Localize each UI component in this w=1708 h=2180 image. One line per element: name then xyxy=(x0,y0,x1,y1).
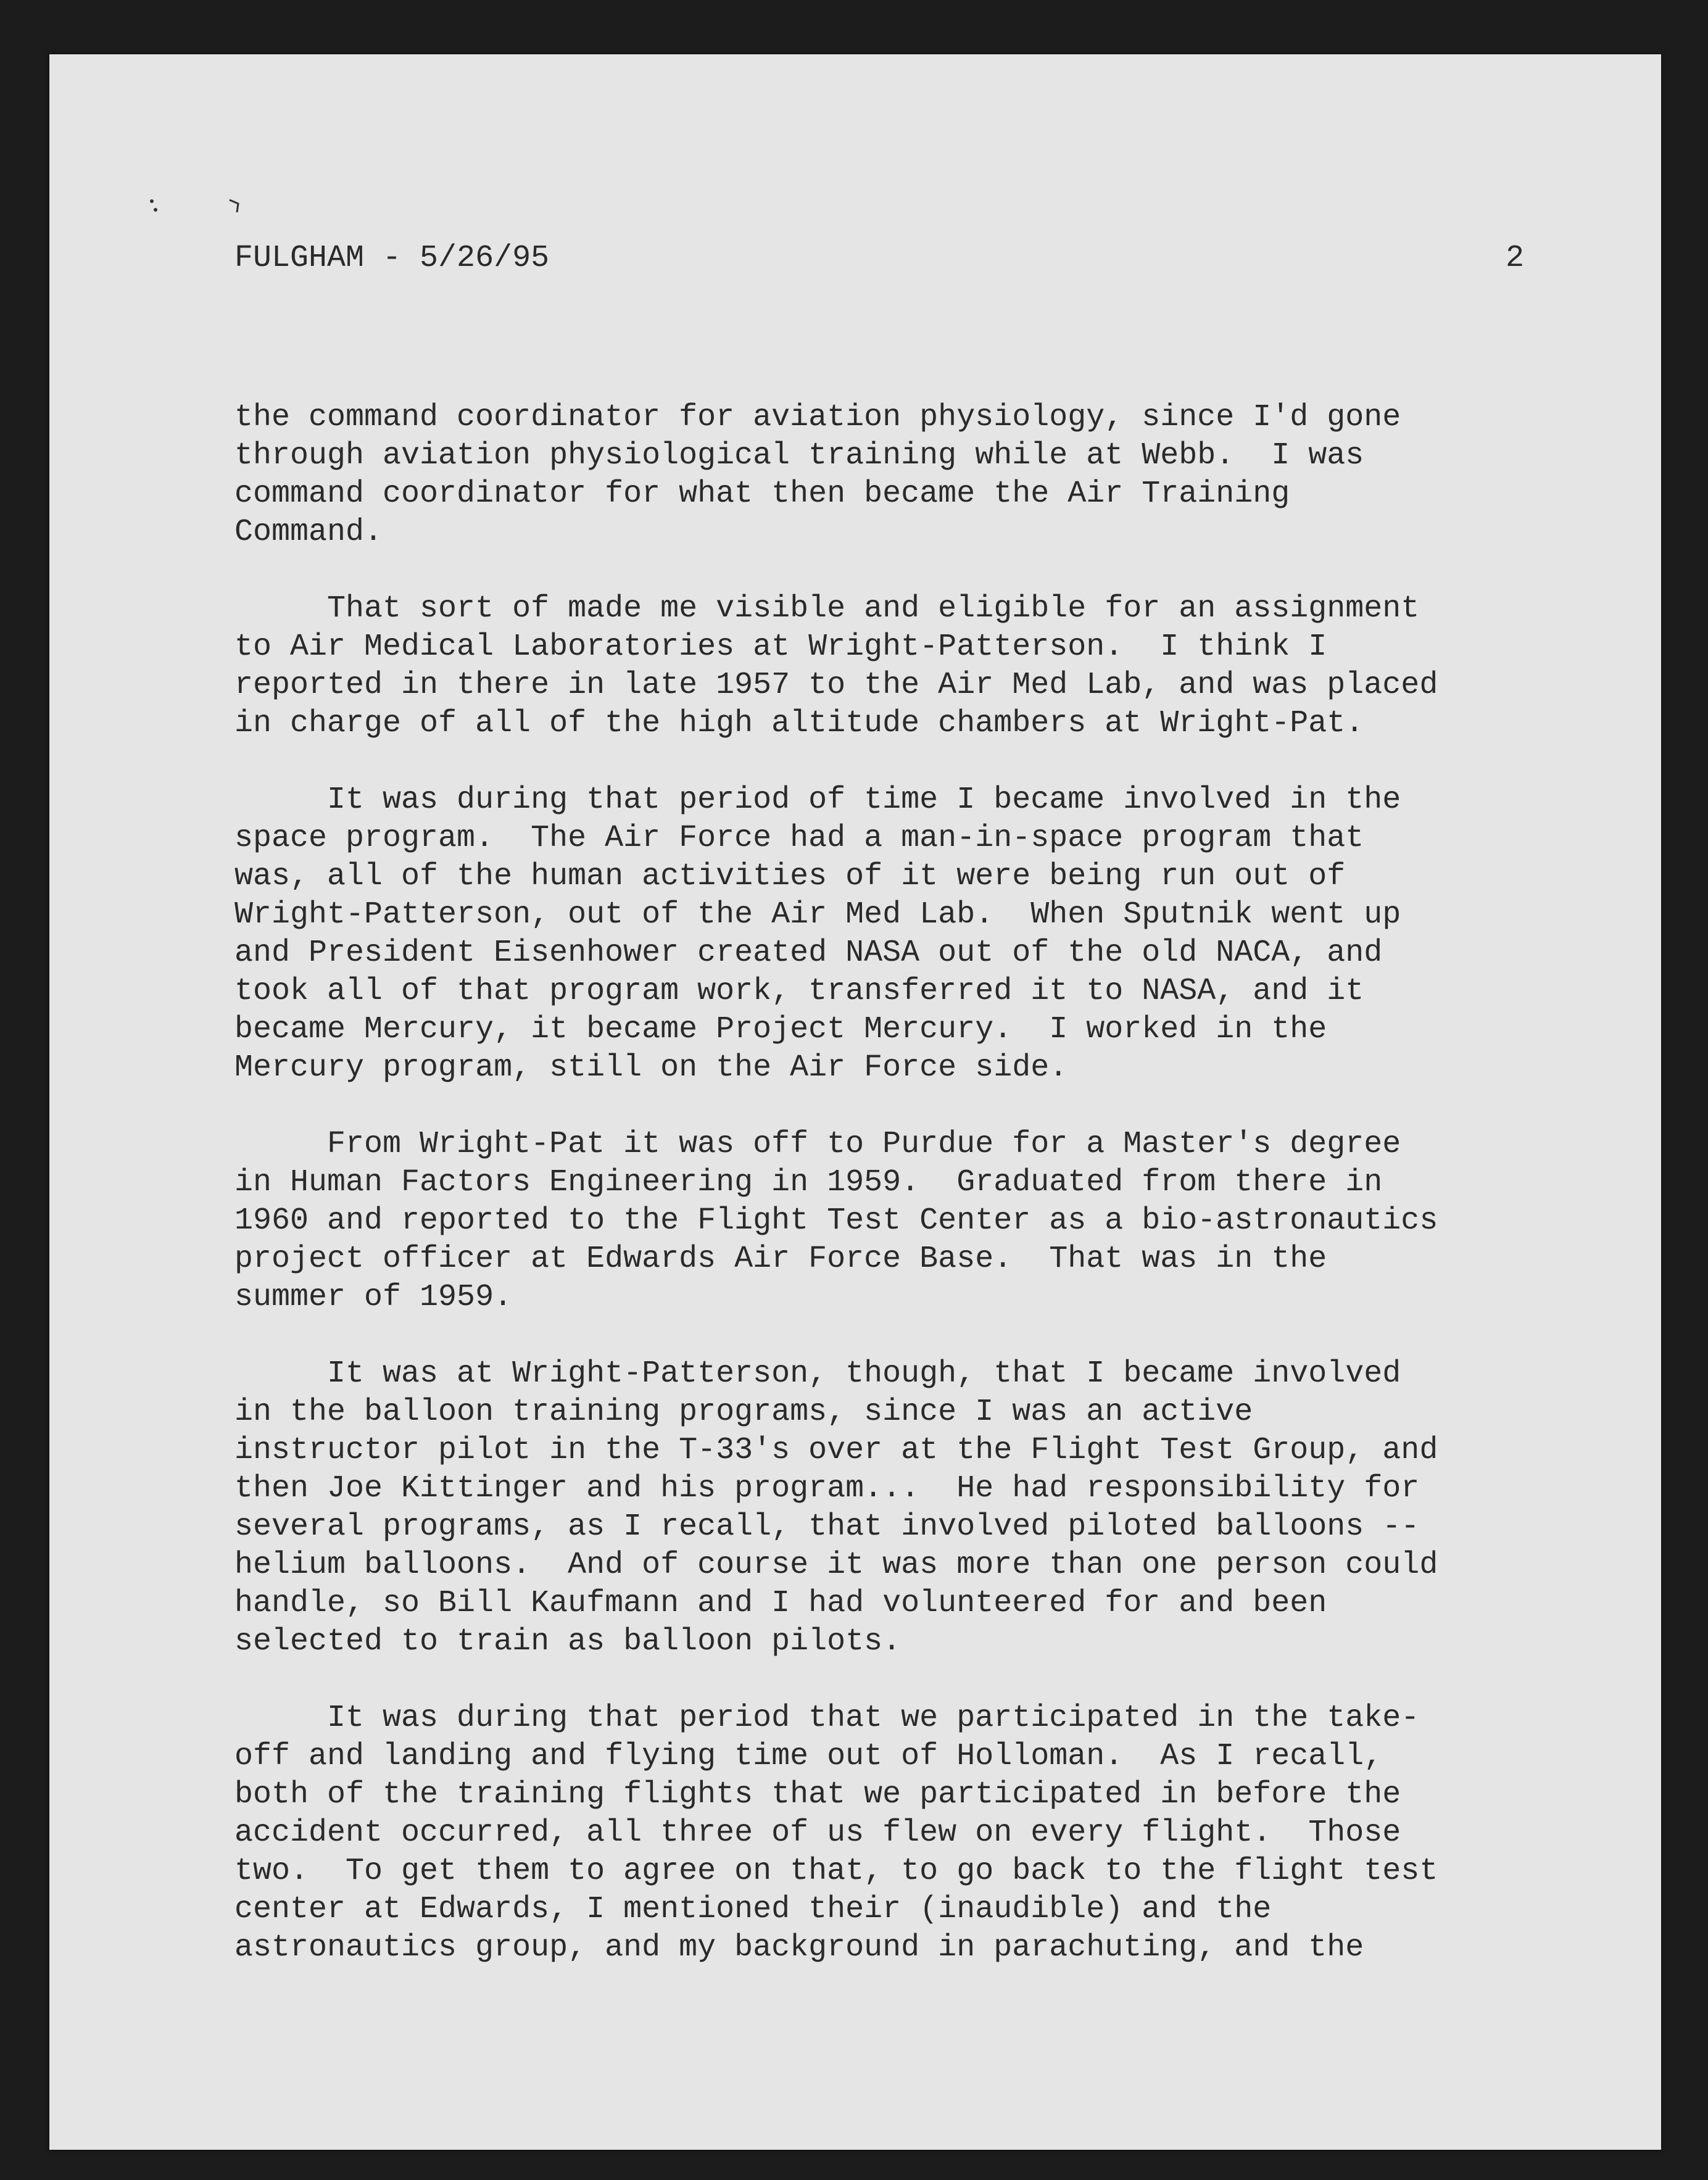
text-line: selected to train as balloon pilots. xyxy=(234,1624,902,1659)
text-line: project officer at Edwards Air Force Base. That was in the xyxy=(234,1241,1327,1277)
text-line: It was at Wright-Patterson, though, that I became involved xyxy=(234,1356,1401,1391)
running-title: FULGHAM - 5/26/95 xyxy=(234,241,550,276)
text-line: helium balloons. And of course it was more than one person could xyxy=(234,1548,1438,1583)
text-line: in Human Factors Engineering in 1959. Graduated from there in xyxy=(234,1165,1383,1200)
text-line: in charge of all of the high altitude chambers at Wright-Pat. xyxy=(234,706,1364,741)
paragraph xyxy=(234,399,1543,552)
text-line: in the balloon training programs, since I was an active xyxy=(234,1395,1253,1430)
body-text xyxy=(234,399,1543,2005)
page-specks xyxy=(148,196,272,221)
page-number: 2 xyxy=(1505,241,1524,276)
text-line: and President Eisenhower created NASA out of the old NACA, and xyxy=(234,935,1383,971)
text-line: 1960 and reported to the Flight Test Center as a bio-astronautics xyxy=(234,1203,1438,1238)
text-line: It was during that period that we participated in the take- xyxy=(234,1701,1420,1736)
page-header xyxy=(234,239,1524,278)
text-line: off and landing and flying time out of Holloman. As I recall, xyxy=(234,1739,1383,1774)
text-line: Wright-Patterson, out of the Air Med Lab. When Sputnik went up xyxy=(234,897,1401,932)
text-line: through aviation physiological training while at Webb. I was xyxy=(234,438,1364,473)
text-line: summer of 1959. xyxy=(234,1280,513,1315)
text-line: command coordinator for what then became the Air Training xyxy=(234,476,1290,512)
text-line: handle, so Bill Kaufmann and I had volunteered for and been xyxy=(234,1586,1327,1621)
text-line: astronautics group, and my background in parachuting, and the xyxy=(234,1930,1364,1965)
text-line: became Mercury, it became Project Mercury. I worked in the xyxy=(234,1012,1327,1047)
text-line: then Joe Kittinger and his program... He had responsibility for xyxy=(234,1471,1420,1506)
paragraph xyxy=(234,781,1543,1087)
text-line: Mercury program, still on the Air Force side. xyxy=(234,1050,1068,1085)
text-line: space program. The Air Force had a man-in-space program that xyxy=(234,821,1364,856)
text-line: It was during that period of time I became involved in the xyxy=(234,782,1401,818)
text-line: accident occurred, all three of us flew on every flight. Those xyxy=(234,1815,1401,1851)
paragraph xyxy=(234,1699,1543,1967)
text-line: was, all of the human activities of it were being run out of xyxy=(234,859,1346,894)
paragraph xyxy=(234,1355,1543,1661)
text-line: two. To get them to agree on that, to go back to the flight test xyxy=(234,1854,1438,1889)
text-line: both of the training flights that we participated in before the xyxy=(234,1777,1401,1812)
text-line: several programs, as I recall, that involved piloted balloons -- xyxy=(234,1509,1420,1544)
text-line: From Wright-Pat it was off to Purdue for a Master's degree xyxy=(234,1127,1401,1162)
text-line: reported in there in late 1957 to the Air Med Lab, and was placed xyxy=(234,668,1438,703)
text-line: took all of that program work, transferred it to NASA, and it xyxy=(234,974,1364,1009)
paragraph xyxy=(234,590,1543,743)
text-line: to Air Medical Laboratories at Wright-Patterson. I think I xyxy=(234,629,1327,665)
text-line: Command. xyxy=(234,515,383,550)
document-page xyxy=(49,54,1661,2150)
text-line: instructor pilot in the T-33's over at the Flight Test Group, and xyxy=(234,1433,1438,1468)
text-line: center at Edwards, I mentioned their (inaudible) and the xyxy=(234,1892,1272,1927)
text-line: the command coordinator for aviation physiology, since I'd gone xyxy=(234,400,1401,435)
text-line: That sort of made me visible and eligible for an assignment xyxy=(234,591,1420,626)
paragraph xyxy=(234,1125,1543,1317)
